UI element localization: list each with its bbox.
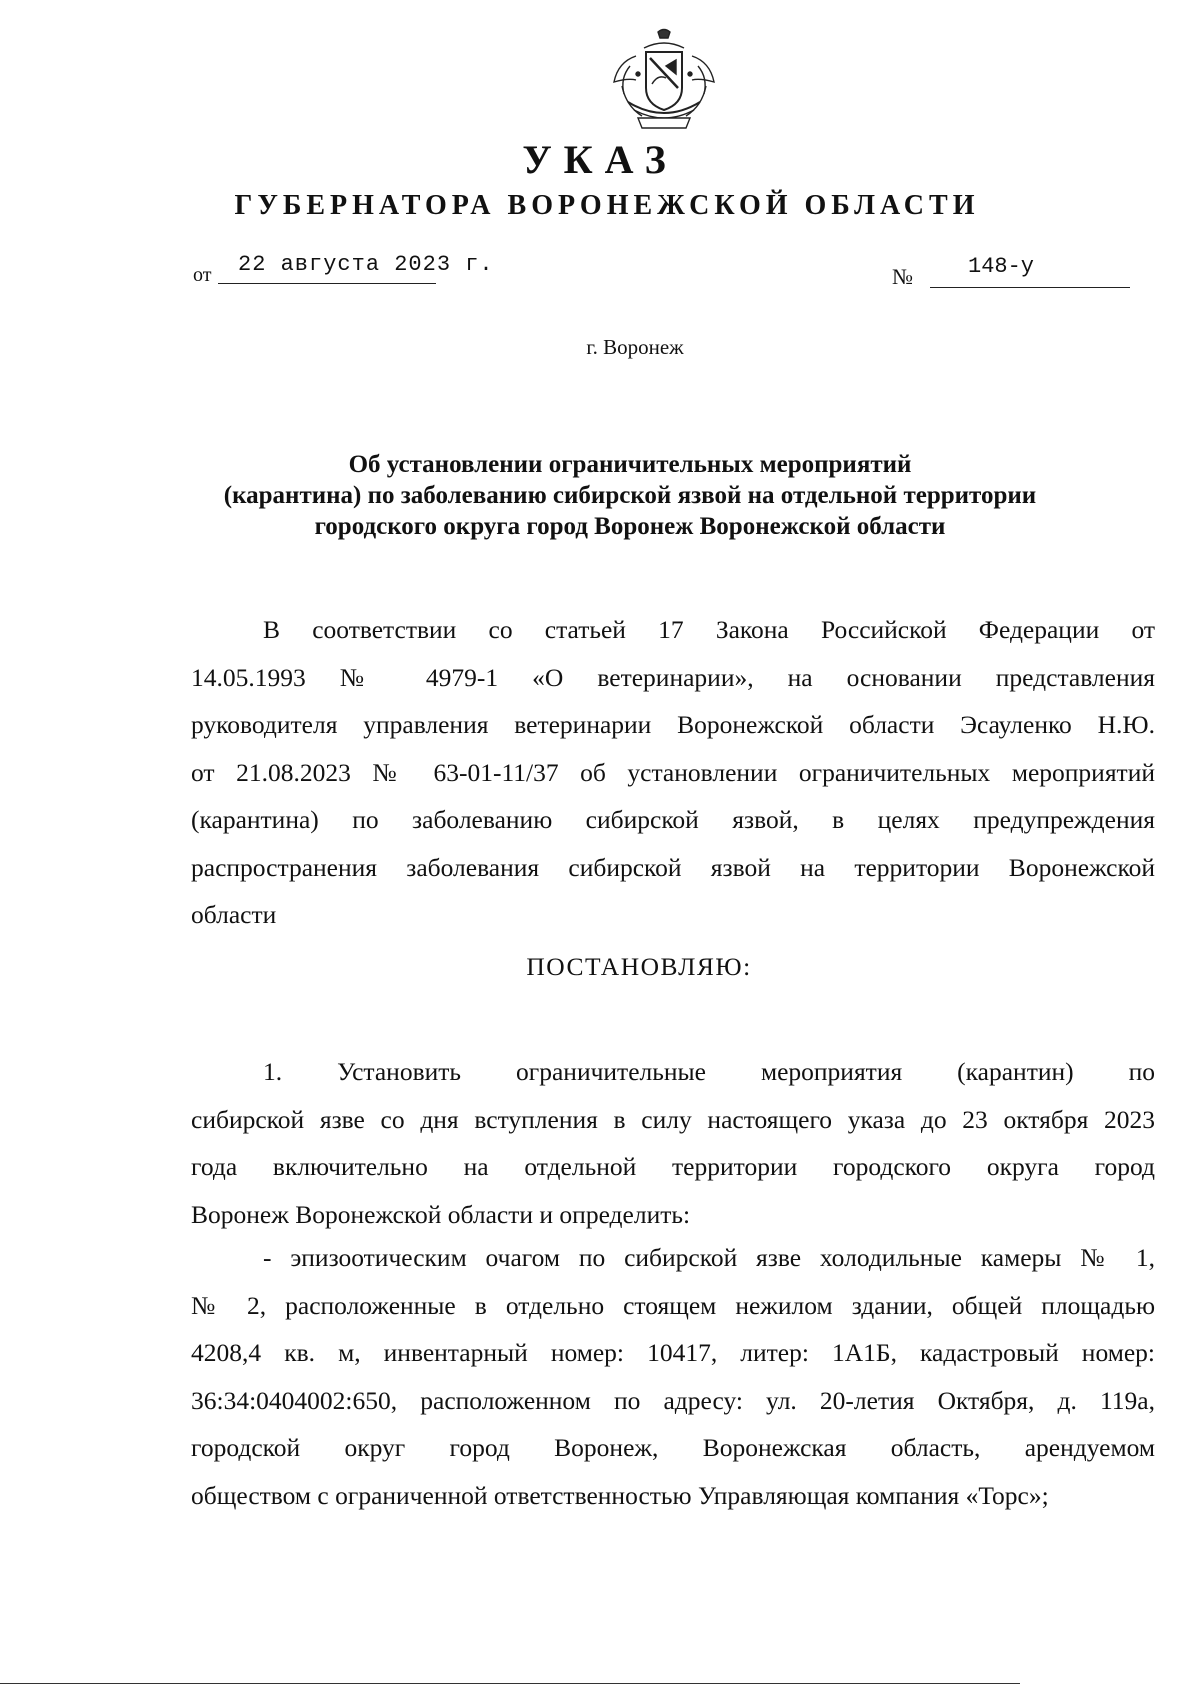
date-underline [218,283,436,284]
title-line: Об установлении ограничительных мероприятий [348,451,912,478]
preamble-paragraph [191,606,1155,939]
number-underline [930,287,1130,288]
text-line: Воронеж Воронежской области и определить: [191,1199,691,1229]
date-prefix: от [193,264,212,286]
text-line: распространения заболевания сибирской язвой на территории Воронежской [191,852,1155,882]
text-line: № 2, расположенные в отдельно стоящем нежилом здании, общей площадью [191,1290,1155,1320]
city-label: г. Воронеж [586,335,684,359]
item-1-paragraph [191,1048,1155,1238]
text-line: 36:34:0404002:650, расположенном по адресу: ул. 20-летия Октября, д. 119а, [191,1385,1155,1415]
decree-word: ПОСТАНОВЛЯЮ: [526,952,752,981]
text-line: 1. Установить ограничительные мероприятия (карантин) по [263,1057,1155,1086]
text-line: обществом с ограниченной ответственностью Управляющая компания «Торс»; [191,1480,1049,1510]
title-line: городского округа город Воронеж Воронежской области [314,513,946,540]
text-line: от 21.08.2023 № 63-01-11/37 об установлении ограничительных мероприятий [191,757,1155,787]
text-line: сибирской язве со дня вступления в силу настоящего указа до 23 октября 2023 [191,1104,1155,1134]
text-line: 14.05.1993 № 4979-1 «О ветеринарии», на основании представления [191,662,1155,692]
number-value: 148-у [968,254,1035,279]
issuer-title: ГУБЕРНАТОРА ВОРОНЕЖСКОЙ ОБЛАСТИ [234,190,980,221]
text-line: (карантина) по заболеванию сибирской язвой, в целях предупреждения [191,805,1155,834]
item-1-subparagraph [191,1234,1155,1519]
text-line: - эпизоотическим очагом по сибирской язве холодильные камеры № 1, [263,1243,1155,1272]
text-line: В соответствии со статьей 17 Закона Российской Федерации от [263,615,1155,644]
coat-of-arms-emblem [608,26,720,138]
text-line: года включительно на отдельной территории городского округа город [191,1152,1155,1181]
page-bottom-rule [0,1683,1020,1684]
text-line: руководителя управления ветеринарии Воронежской области Эсауленко Н.Ю. [191,710,1155,739]
document-type-title: УКАЗ [522,137,678,182]
text-line: области [191,900,277,929]
text-line: 4208,4 кв. м, инвентарный номер: 10417, литер: 1А1Б, кадастровый номер: [191,1338,1155,1367]
title-line: (карантина) по заболеванию сибирской язвой на отдельной территории [223,482,1037,509]
number-prefix: № [892,264,913,289]
text-line: городской округ город Воронеж, Воронежская область, арендуемом [191,1433,1155,1462]
date-value: 22 августа 2023 г. [238,252,494,277]
document-subject-title [180,449,1080,542]
number-field [892,254,1142,292]
